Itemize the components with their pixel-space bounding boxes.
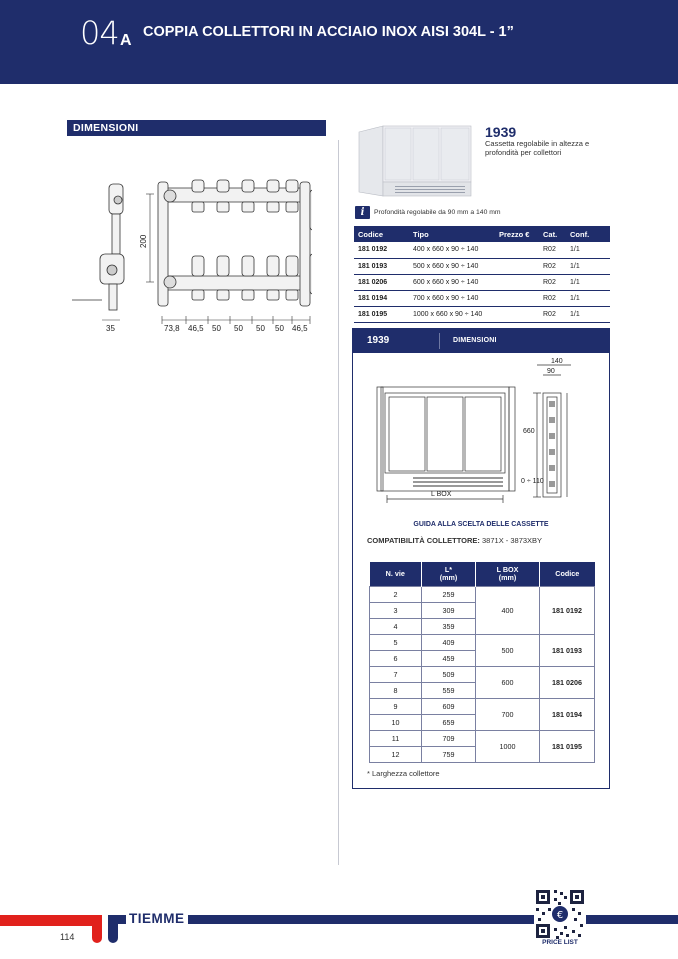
chapter-number: 04 [80,14,119,52]
cell-vie: 3 [370,602,422,618]
cell-l: 609 [422,698,476,714]
dim-90: 90 [547,368,555,375]
product-description: Cassetta regolabile in altezza e profondità per collettori [485,139,590,157]
dim-bottom-4: 50 [256,324,265,333]
page-number: 114 [60,932,75,942]
guide-table [369,562,595,763]
col-lbox [476,562,540,586]
column-divider [338,140,339,865]
cell-price [495,291,539,307]
cell-cat: R02 [539,274,566,290]
table-row [370,730,595,746]
qr-euro-symbol: € [556,910,564,921]
cell-lbox: 700 [476,698,540,730]
cell-code: 181 0206 [540,666,595,698]
cell-type: 600 x 660 x 90 ÷ 140 [409,274,495,290]
cell-vie: 6 [370,650,422,666]
cell-vie: 10 [370,714,422,730]
cell-lbox: 400 [476,586,540,634]
footer-stripe-red [0,915,92,926]
cell-cat: R02 [539,307,566,323]
cell-type: 400 x 660 x 90 ÷ 140 [409,242,495,258]
cell-lbox: 1000 [476,730,540,762]
dim-bottom-0: 73,8 [164,324,180,333]
info-text: Profondità regolabile da 90 mm a 140 mm [374,209,501,216]
chapter-letter: A [120,32,132,49]
dimension-box-header [353,329,609,353]
col-lbox-label: L BOX [496,564,519,574]
cell-price [495,258,539,274]
cell-code: 181 0194 [354,291,409,307]
cell-code: 181 0206 [354,274,409,290]
dim-depth: 0 ÷ 110 [521,478,544,485]
dimension-box-label: DIMENSIONI [453,337,497,344]
cell-type: 700 x 660 x 90 ÷ 140 [409,291,495,307]
dim-bottom-5: 50 [275,324,284,333]
cell-l: 709 [422,730,476,746]
col-l-unit: (mm) [439,572,458,582]
dimension-box-code: 1939 [367,335,390,346]
cell-type: 500 x 660 x 90 ÷ 140 [409,258,495,274]
header-separator [439,333,440,349]
cell-l: 309 [422,602,476,618]
manifold-drawing [62,170,312,342]
cell-conf: 1/1 [566,258,610,274]
cell-cat: R02 [539,258,566,274]
col-codice: Codice [540,562,595,586]
cell-price [495,274,539,290]
cabinet-photo [355,122,477,200]
cell-lbox: 500 [476,634,540,666]
cell-vie: 11 [370,730,422,746]
cell-conf: 1/1 [566,242,610,258]
col-prezzo: Prezzo € [495,226,539,242]
col-cat: Cat. [539,226,566,242]
cell-vie: 2 [370,586,422,602]
section-dimensioni: DIMENSIONI [67,120,326,136]
cell-l: 659 [422,714,476,730]
cell-l: 559 [422,682,476,698]
cell-vie: 4 [370,618,422,634]
info-icon: i [355,206,370,219]
table-row [354,258,610,274]
cell-price [495,242,539,258]
cell-price [495,307,539,323]
compat-label: COMPATIBILITÀ COLLETTORE: [367,536,480,545]
col-codice: Codice [354,226,409,242]
cell-code: 181 0193 [354,258,409,274]
dim-660: 660 [523,428,535,435]
dim-bottom-6: 46,5 [292,324,308,333]
cell-code: 181 0194 [540,698,595,730]
cell-vie: 12 [370,746,422,762]
dimension-box [352,328,610,789]
qr-code-icon[interactable] [534,888,586,940]
cell-code: 181 0192 [540,586,595,634]
cell-vie: 9 [370,698,422,714]
cell-vie: 7 [370,666,422,682]
compatibility [367,536,542,545]
cell-l: 359 [422,618,476,634]
table-row [354,242,610,258]
footer-hook-red [92,915,102,943]
col-l [422,562,476,586]
cell-code: 181 0195 [354,307,409,323]
col-vie: N. vie [370,562,422,586]
table-row [370,586,595,602]
cell-cat: R02 [539,242,566,258]
col-tipo: Tipo [409,226,495,242]
cell-l: 459 [422,650,476,666]
cell-code: 181 0193 [540,634,595,666]
cell-l: 759 [422,746,476,762]
dim-lbox: L BOX [431,491,452,498]
page-header [0,0,678,84]
cell-l: 509 [422,666,476,682]
cabinet-drawing [375,357,595,507]
cell-l: 259 [422,586,476,602]
table-row [370,634,595,650]
table-row [370,666,595,682]
dim-bottom-3: 50 [234,324,243,333]
table-row [370,698,595,714]
cell-vie: 8 [370,682,422,698]
dim-side: 35 [106,324,115,333]
cell-type: 1000 x 660 x 90 ÷ 140 [409,307,495,323]
guide-title: GUIDA ALLA SCELTA DELLE CASSETTE [413,521,549,528]
cell-code: 181 0195 [540,730,595,762]
dim-bottom-2: 50 [212,324,221,333]
cell-conf: 1/1 [566,291,610,307]
brand-logo: TIEMME [126,912,188,926]
footer-stripe-navy [108,915,678,924]
col-conf: Conf. [566,226,610,242]
product-code: 1939 [485,124,517,140]
cell-conf: 1/1 [566,274,610,290]
compat-value: 3871X - 3873XBY [482,536,543,545]
cell-code: 181 0192 [354,242,409,258]
page-title: COPPIA COLLETTORI IN ACCIAIO INOX AISI 304L - 1” [143,24,514,40]
dim-vertical: 200 [139,234,148,248]
cell-lbox: 600 [476,666,540,698]
cell-l: 409 [422,634,476,650]
product-table [354,226,610,323]
price-list-label: PRICE LIST [542,939,578,946]
col-l-label: L* [444,564,453,574]
col-lbox-unit: (mm) [498,572,517,582]
cell-cat: R02 [539,291,566,307]
dim-bottom-1: 46,5 [188,324,204,333]
table-row [354,274,610,290]
table-row [354,291,610,307]
dim-140: 140 [551,358,563,365]
footer-hook-navy [108,918,118,943]
table-row [354,307,610,323]
cell-conf: 1/1 [566,307,610,323]
footnote: * Larghezza collettore [367,769,440,778]
cell-vie: 5 [370,634,422,650]
